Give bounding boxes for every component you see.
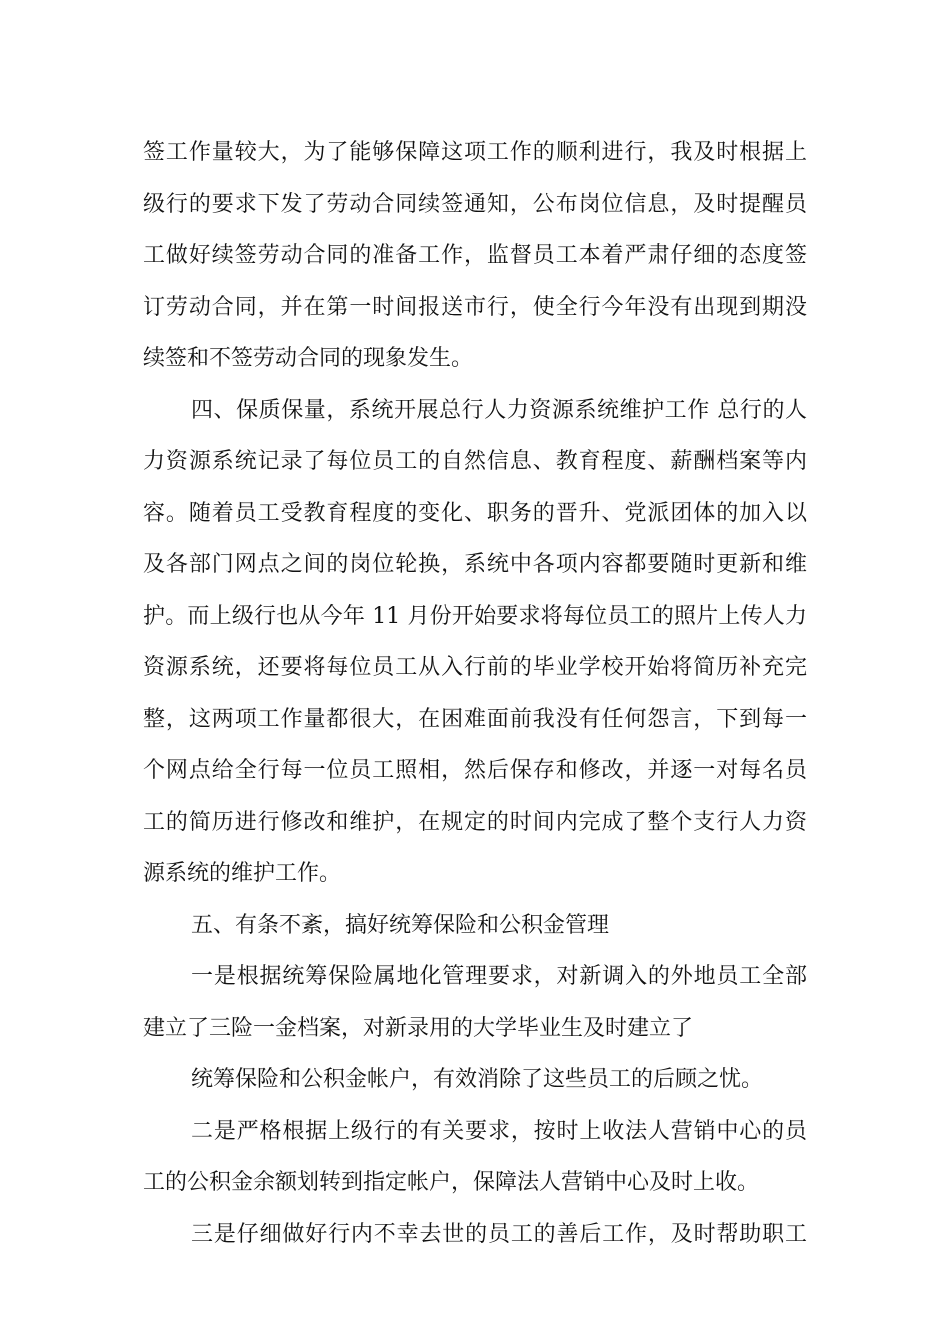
text-line: 护。而上级行也从今年 11 月份开始要求将每位员工的照片上传人力 bbox=[143, 603, 807, 629]
text-line: 三是仔细做好行内不幸去世的员工的善后工作，及时帮助职工 bbox=[191, 1221, 807, 1247]
text-line: 级行的要求下发了劳动合同续签通知，公布岗位信息，及时提醒员 bbox=[143, 191, 807, 217]
text-line: 资源系统，还要将每位员工从入行前的毕业学校开始将简历补充完 bbox=[143, 655, 807, 680]
text-line: 四、保质保量，系统开展总行人力资源系统维护工作 总行的人 bbox=[191, 397, 807, 423]
text-line: 工的公积金余额划转到指定帐户，保障法人营销中心及时上收。 bbox=[143, 1170, 760, 1195]
text-line: 工的简历进行修改和维护，在规定的时间内完成了整个支行人力资 bbox=[143, 809, 807, 835]
text-line: 源系统的维护工作。 bbox=[143, 861, 342, 886]
text-line: 工做好续签劳动合同的准备工作，监督员工本着严肃仔细的态度签 bbox=[143, 243, 807, 268]
text-line: 统筹保险和公积金帐户，有效消除了这些员工的后顾之忧。 bbox=[191, 1067, 764, 1092]
text-line: 一是根据统筹保险属地化管理要求，对新调入的外地员工全部 bbox=[191, 964, 807, 989]
text-line: 整，这两项工作量都很大，在困难面前我没有任何怨言，下到每一 bbox=[143, 706, 807, 732]
text-line: 二是严格根据上级行的有关要求，按时上收法人营销中心的员 bbox=[191, 1118, 807, 1144]
text-line: 及各部门网点之间的岗位轮换，系统中各项内容都要随时更新和维 bbox=[143, 552, 807, 577]
text-line: 续签和不签劳动合同的现象发生。 bbox=[143, 346, 474, 371]
text-line: 签工作量较大，为了能够保障这项工作的顺利进行，我及时根据上 bbox=[143, 140, 807, 165]
text-line: 个网点给全行每一位员工照相，然后保存和修改，并逐一对每名员 bbox=[143, 758, 807, 783]
text-line: 订劳动合同，并在第一时间报送市行，使全行今年没有出现到期没 bbox=[143, 294, 807, 320]
text-line: 力资源系统记录了每位员工的自然信息、教育程度、薪酬档案等内 bbox=[143, 449, 807, 474]
text-line: 五、有条不紊，搞好统筹保险和公积金管理 bbox=[191, 912, 610, 938]
document-body bbox=[143, 127, 807, 1260]
text-line: 容。随着员工受教育程度的变化、职务的晋升、党派团体的加入以 bbox=[143, 500, 807, 526]
text-line: 建立了三险一金档案，对新录用的大学毕业生及时建立了 bbox=[143, 1015, 694, 1041]
